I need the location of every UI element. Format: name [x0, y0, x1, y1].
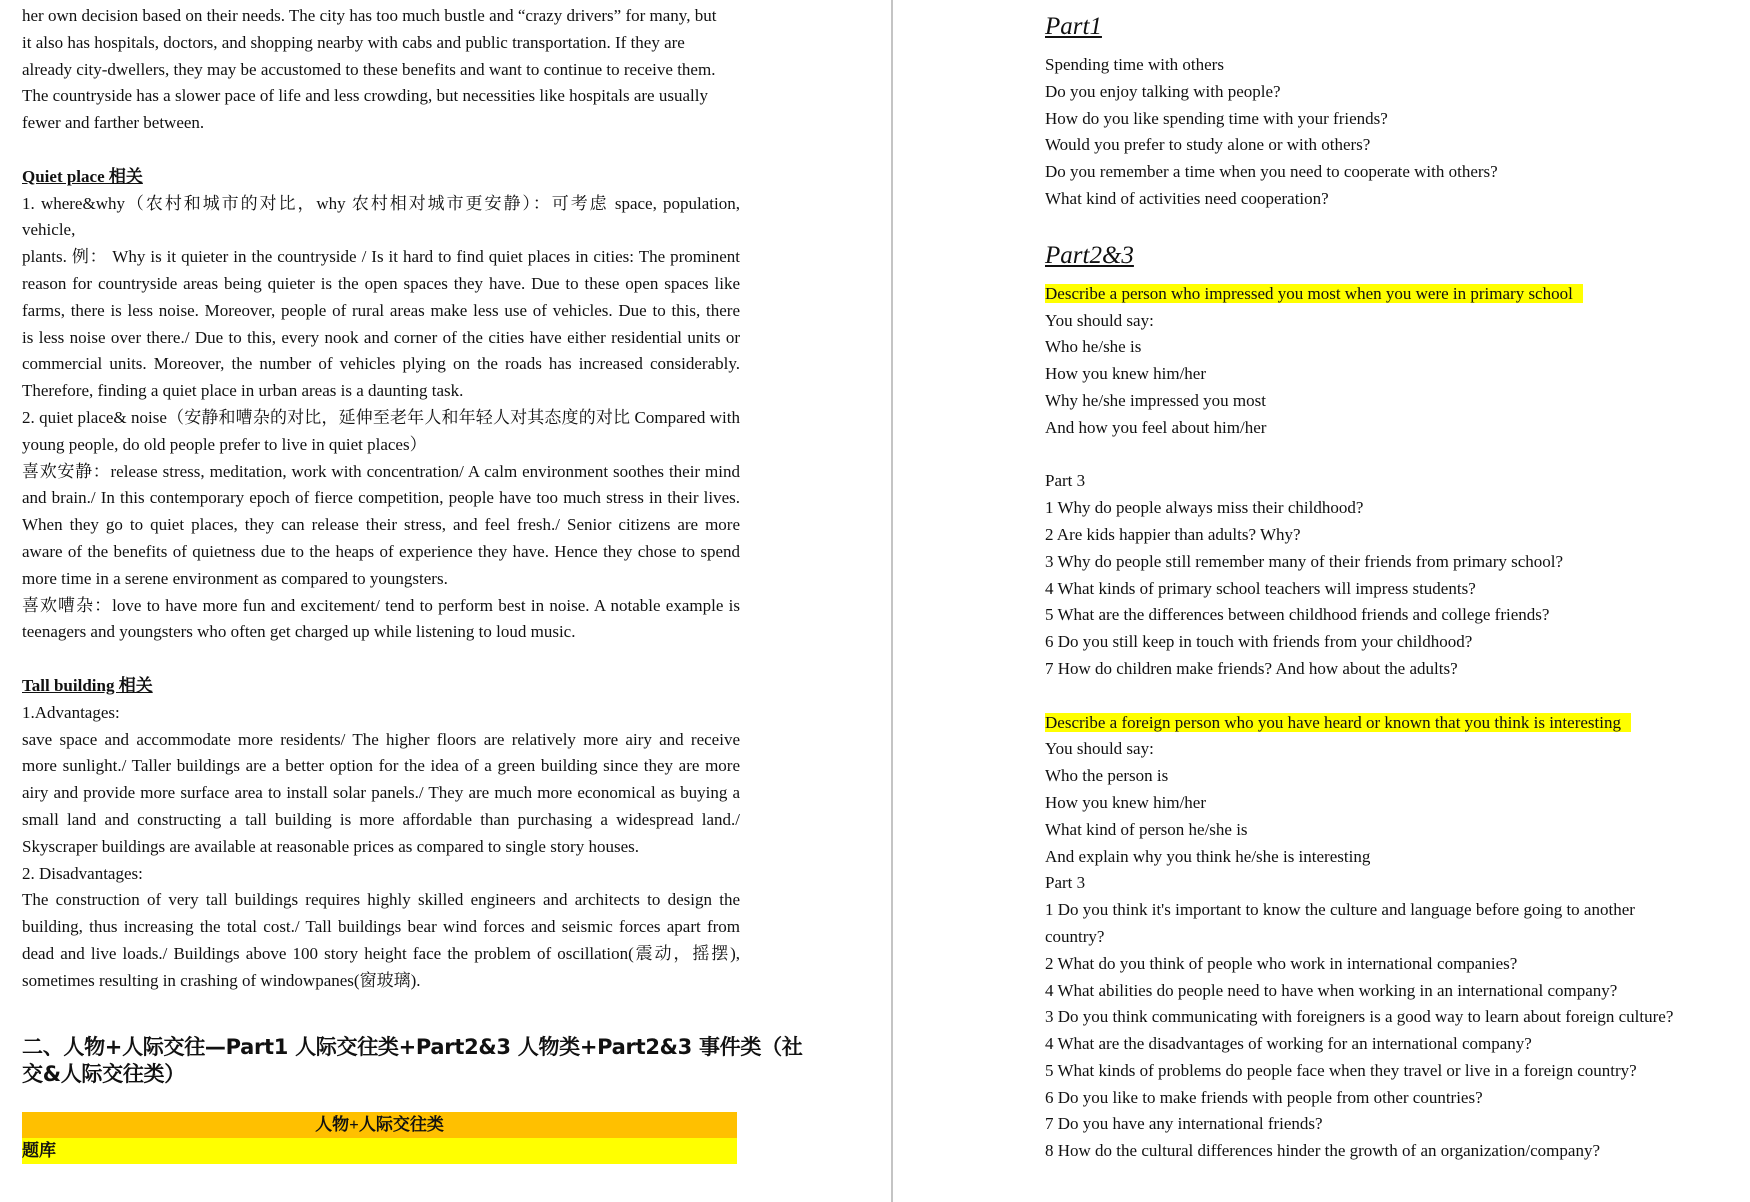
blank-line: [1045, 442, 1745, 469]
part3-question: 4 What kinds of primary school teachers will impress students?: [1045, 578, 1476, 598]
right-text-column: [1045, 10, 1745, 1165]
prompt-line: Why he/she impressed you most: [1045, 390, 1266, 410]
intro-line: fewer and farther between.: [22, 113, 205, 133]
quiet-line: aware of the benefits of quietness due to the heaps of experience they have. Hence they chose to spend: [22, 541, 740, 561]
quiet-line: plants. 例： Why is it quieter in the countryside / Is it hard to find quiet places in cities: The prominent: [22, 247, 740, 267]
quiet-line: reason for countryside areas being quieter is the open spaces they have. Due to these open spaces like: [22, 273, 740, 293]
part23-heading: Part2&3: [1045, 241, 1134, 269]
quiet-line: 2. quiet place& noise（安静和嘈杂的对比，延伸至老年人和年轻人对其态度的对比 Compared with: [22, 407, 740, 427]
prompt-line: You should say:: [1045, 739, 1154, 759]
tall-line: airy and provide more surface area to install solar panels./ They are much more economical as buying a: [22, 783, 740, 803]
tall-line: Skyscraper buildings are available at reasonable prices as compared to single story houses.: [22, 836, 639, 856]
question-bank-title: 人物+人际交往类: [22, 1112, 737, 1138]
question-bank-subtitle: 题库: [22, 1138, 737, 1164]
gap: [1045, 273, 1745, 281]
prompt-line: You should say:: [1045, 310, 1154, 330]
prompt-line: What kind of person he/she is: [1045, 819, 1248, 839]
quiet-place-paragraph: [22, 191, 740, 647]
part3-label: Part 3: [1045, 471, 1086, 491]
blank-gap: [22, 994, 740, 1034]
part3-question: 6 Do you like to make friends with people from other countries?: [1045, 1087, 1483, 1107]
part3-question: 4 What are the disadvantages of working for an international company?: [1045, 1034, 1532, 1054]
tall-line: dead and live loads./ Buildings above 100 story height face the problem of oscillation(震动，摇摆),: [22, 943, 740, 963]
topic-card-1: [1045, 281, 1745, 683]
quiet-line: is less noise over there./ Due to this, every nook and corner of the cities have either residential units or: [22, 327, 740, 347]
part3-question: 8 How do the cultural differences hinder the growth of an organization/company?: [1045, 1141, 1600, 1161]
part3-question: 5 What kinds of problems do people face when they travel or live in a foreign country?: [1045, 1060, 1637, 1080]
part3-question: country?: [1045, 926, 1105, 946]
part1-heading: Part1: [1045, 13, 1102, 40]
quiet-line: teenagers and youngsters who often get charged up while listening to loud music.: [22, 622, 576, 642]
part3-question: 6 Do you still keep in touch with friends from your childhood?: [1045, 632, 1473, 652]
intro-line: her own decision based on their needs. The city has too much bustle and “crazy drivers” for many, but: [22, 6, 717, 25]
intro-paragraph: [22, 3, 740, 137]
blank-line: [22, 137, 740, 164]
page-divider: [891, 0, 893, 1202]
part3-question: 5 What are the differences between childhood friends and college friends?: [1045, 605, 1550, 625]
intro-line: already city-dwellers, they may be accustomed to these benefits and want to continue to receive them.: [22, 59, 716, 79]
prompt-line: How you knew him/her: [1045, 364, 1207, 384]
prompt-line: And explain why you think he/she is interesting: [1045, 846, 1371, 866]
tall-line: sometimes resulting in crashing of windowpanes(窗玻璃).: [22, 970, 421, 990]
quiet-line: Therefore, finding a quiet place in urban areas is a daunting task.: [22, 381, 464, 401]
quiet-place-heading: Quiet place 相关: [22, 166, 143, 186]
topic-2-title: Describe a foreign person who you have heard or known that you think is interesting: [1045, 713, 1631, 732]
gap: [1045, 44, 1745, 52]
tall-line: save space and accommodate more residents/ The higher floors are relatively more airy and receive: [22, 729, 740, 749]
part1-line: Would you prefer to study alone or with others?: [1045, 135, 1371, 155]
part3-question: 3 Do you think communicating with foreigners is a good way to learn about foreign culture?: [1045, 1007, 1674, 1027]
tall-line: more sunlight./ Taller buildings are a better option for the idea of a green building since they are more: [22, 756, 740, 776]
prompt-line: How you knew him/her: [1045, 792, 1207, 812]
left-text-column: [22, 3, 803, 1164]
right-page: [899, 0, 1750, 1202]
tall-line: building, thus increasing the total cost./ Tall buildings bear wind forces and seismic forces apart from: [22, 917, 740, 937]
part1-line: How do you like spending time with your friends?: [1045, 108, 1388, 128]
part1-line: What kind of activities need cooperation?: [1045, 188, 1329, 208]
part3-question: 2 What do you think of people who work in international companies?: [1045, 953, 1518, 973]
intro-line: The countryside has a slower pace of life and less crowding, but necessities like hospitals are usually: [22, 86, 708, 106]
part3-question: 3 Why do people still remember many of their friends from primary school?: [1045, 551, 1564, 571]
prompt-line: Who he/she is: [1045, 337, 1142, 357]
blank-line: [1045, 683, 1745, 710]
topic-1-title: Describe a person who impressed you most when you were in primary school: [1045, 284, 1583, 303]
tall-line: 2. Disadvantages:: [22, 863, 143, 883]
quiet-line: and brain./ In this contemporary epoch of fierce competition, people have too much stress in their lives.: [22, 488, 740, 508]
tall-building-paragraph: [22, 700, 740, 995]
tall-line: 1.Advantages:: [22, 702, 120, 722]
part3-question: 1 Do you think it's important to know the culture and language before going to another: [1045, 900, 1635, 920]
part3-question: 7 Do you have any international friends?: [1045, 1114, 1323, 1134]
section-heading-line: 二、人物+人际交往—Part1 人际交往类+Part2&3 人物类+Part2&3 事件类（社: [22, 1035, 803, 1060]
blank-line: [22, 646, 740, 673]
quiet-line: When they go to quiet places, they can release their stress, and feel fresh./ Senior citizens are more: [22, 515, 740, 535]
quiet-line: farms, there is less noise. Moreover, people of rural areas make less use of vehicles. Due to this, there: [22, 300, 740, 320]
quiet-line: commercial units. Moreover, the number of vehicles plying on the roads has increased considerably.: [22, 354, 740, 374]
part3-question: 4 What abilities do people need to have when working in an international company?: [1045, 980, 1618, 1000]
section-heading-line: 交&人际交往类）: [22, 1062, 185, 1087]
part1-line: Do you remember a time when you need to cooperate with others?: [1045, 162, 1498, 182]
part3-question: 7 How do children make friends? And how about the adults?: [1045, 658, 1458, 678]
tall-building-heading: Tall building 相关: [22, 675, 153, 695]
intro-line: it also has hospitals, doctors, and shopping nearby with cabs and public transportation. If they are: [22, 32, 685, 52]
part3-question: 1 Why do people always miss their childhood?: [1045, 498, 1364, 518]
topic-card-2: [1045, 710, 1745, 1166]
prompt-line: Who the person is: [1045, 766, 1169, 786]
quiet-line: 喜欢安静：release stress, meditation, work with concentration/ A calm environment soothes their mind: [22, 461, 740, 481]
section-heading: [22, 1034, 803, 1088]
part3-label: Part 3: [1045, 873, 1086, 893]
quiet-line: more time in a serene environment as compared to youngsters.: [22, 568, 448, 588]
part1-line: Do you enjoy talking with people?: [1045, 81, 1281, 101]
part1-questions: [1045, 52, 1745, 213]
part3-question: 2 Are kids happier than adults? Why?: [1045, 524, 1301, 544]
blank-gap: [1045, 213, 1745, 239]
quiet-line: 喜欢嘈杂：love to have more fun and excitement/ tend to perform best in noise. A notable example is: [22, 595, 740, 615]
quiet-line: 1. where&why（农村和城市的对比，why 农村相对城市更安静）：可考虑 space, population, vehicle,: [22, 193, 740, 240]
tall-line: The construction of very tall buildings requires highly skilled engineers and architects to design the: [22, 890, 740, 910]
prompt-line: And how you feel about him/her: [1045, 417, 1267, 437]
part1-line: Spending time with others: [1045, 55, 1224, 74]
quiet-line: young people, do old people prefer to live in quiet places）: [22, 434, 427, 454]
tall-line: small land and constructing a tall building is more affordable than purchasing a widespread land./: [22, 809, 740, 829]
